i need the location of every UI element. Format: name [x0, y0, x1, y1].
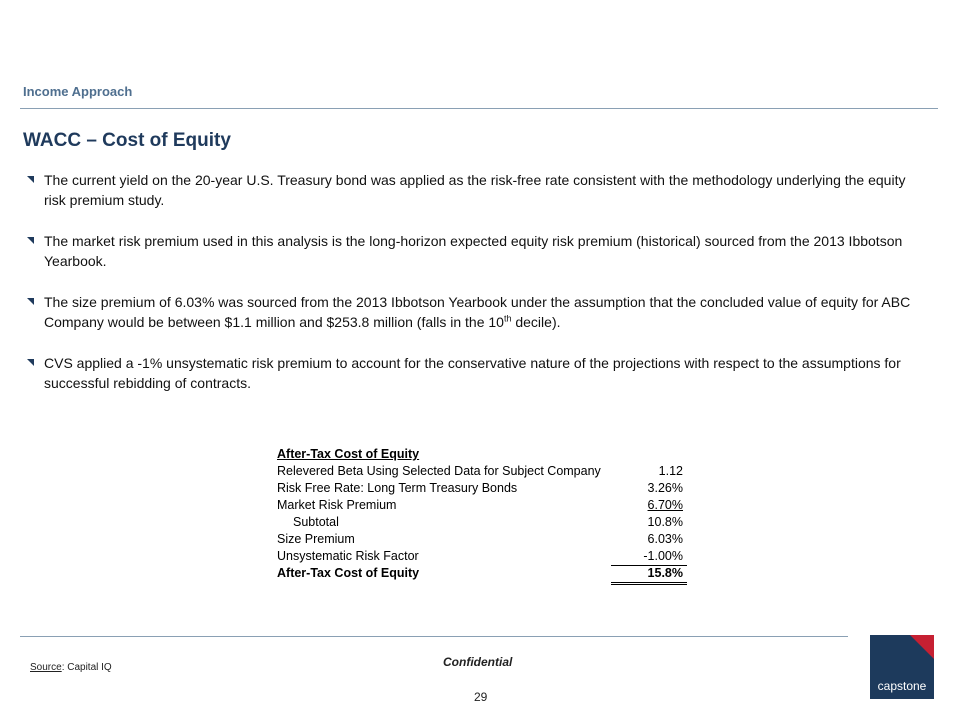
table-row: [277, 514, 687, 531]
bullet-superscript: th: [503, 313, 512, 324]
table-row: [277, 480, 687, 497]
bullet-text-after: decile).: [511, 314, 561, 330]
row-value: 1.12: [658, 464, 683, 478]
row-label: Risk Free Rate: Long Term Treasury Bonds: [277, 481, 518, 495]
table-heading-row: [277, 446, 687, 463]
row-label: Size Premium: [277, 532, 355, 546]
header-divider: [20, 108, 938, 109]
bullet-text: The current yield on the 20-year U.S. Treasury bond was applied as the risk-free rate consistent with the methodology underlying the equity risk premium study.: [44, 172, 906, 208]
table-row: [277, 548, 687, 565]
row-value: 3.26%: [647, 481, 683, 495]
source-value: : Capital IQ: [61, 662, 112, 673]
row-label: Subtotal: [293, 515, 339, 529]
bullet-text: The market risk premium used in this analysis is the long-horizon expected equity risk premium (historical) sourced from the 2013 Ibbotson Yearbook.: [44, 233, 903, 269]
total-value: 15.8%: [647, 566, 683, 580]
row-label: Market Risk Premium: [277, 498, 397, 512]
row-value: 10.8%: [647, 515, 683, 529]
page-number: 29: [474, 690, 488, 704]
table-total-row: [277, 565, 687, 582]
logo-text: capstone: [877, 679, 927, 693]
triangle-bullet-icon: [27, 359, 34, 366]
row-label: Unsystematic Risk Factor: [277, 549, 419, 563]
table-row: [277, 531, 687, 548]
footer-divider: [20, 636, 848, 637]
triangle-bullet-icon: [27, 237, 34, 244]
confidential-label: Confidential: [443, 655, 513, 669]
table-row: [277, 463, 687, 480]
bullet-unsystematic-risk: [23, 353, 923, 393]
capstone-logo: [870, 635, 934, 699]
row-value: -1.00%: [643, 549, 683, 563]
row-label: Relevered Beta Using Selected Data for Subject Company: [277, 464, 601, 478]
total-label: After-Tax Cost of Equity: [277, 566, 420, 580]
bullet-text: The size premium of 6.03% was sourced from the 2013 Ibbotson Yearbook under the assumption that the concluded value of equity for ABC Company would be between $1.1 million and $253.8 million (falls in the 10: [44, 294, 911, 330]
logo-red-corner-icon: [910, 635, 934, 659]
row-value: 6.03%: [647, 532, 683, 546]
triangle-bullet-icon: [27, 298, 34, 305]
bullet-list: [23, 170, 923, 414]
table-row: [277, 497, 687, 514]
cost-of-equity-table: [277, 446, 687, 582]
row-value: 6.70%: [647, 498, 683, 512]
source-key: Source: [30, 662, 62, 673]
bullet-text: CVS applied a -1% unsystematic risk premium to account for the conservative nature of the projections with respect to the assumptions for successful rebidding of contracts.: [44, 355, 901, 391]
table-heading: After-Tax Cost of Equity: [277, 447, 420, 461]
bullet-market-risk-premium: [23, 231, 923, 271]
section-label: Income Approach: [23, 84, 133, 99]
bullet-size-premium: [23, 292, 923, 332]
bullet-risk-free-rate: [23, 170, 923, 210]
source-note: [30, 662, 112, 673]
triangle-bullet-icon: [27, 176, 34, 183]
page-title: WACC – Cost of Equity: [23, 130, 231, 151]
